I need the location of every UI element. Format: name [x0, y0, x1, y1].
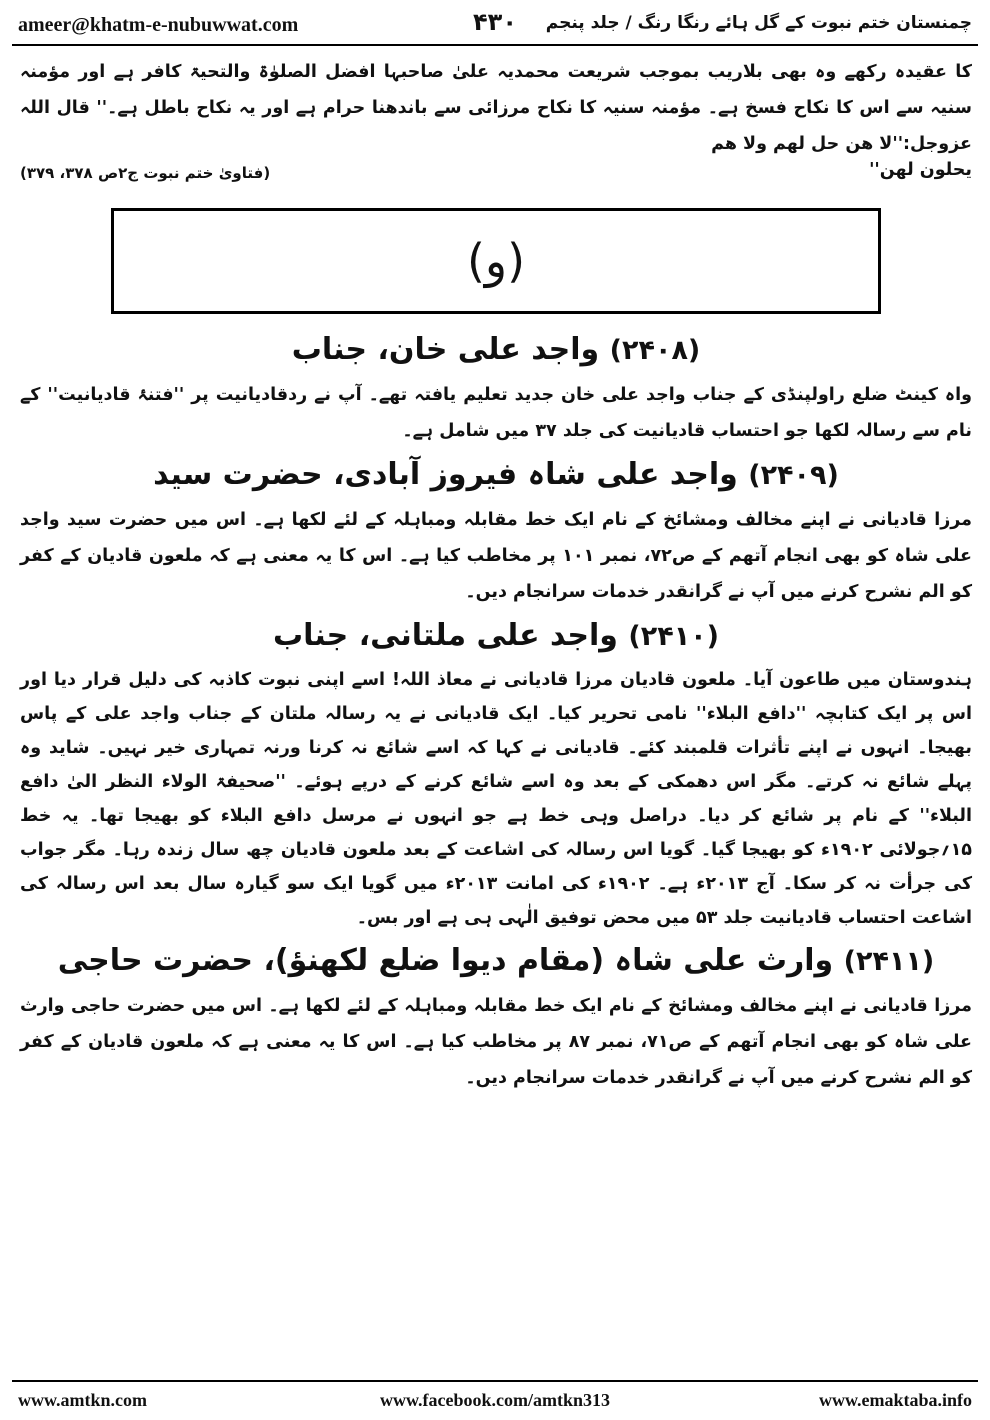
page-number: ۴۳۰	[473, 8, 517, 36]
intro-paragraph: کا عقیدہ رکھے وہ بھی بلاریب بموجب شریعت محمدیہ علیٰ صاحبہا افضل الصلوٰۃ والتحیۃ کافر ہے اور مؤمنہ سنیہ سے اس کا نکاح فسخ ہے۔ مؤمنہ سنیہ کا نکاح مرزائی سے باندھنا حرام ہے اور یہ نکاح باطل ہے۔'' قال اللہ عزوجل:''لا ھن حل لھم ولا ھم	[20, 62, 972, 154]
entry-heading-2411	[20, 935, 972, 988]
header-rule	[12, 44, 978, 46]
footer-rule	[12, 1380, 978, 1382]
entry-heading-2409	[20, 449, 972, 502]
intro-reference-line	[20, 160, 972, 194]
book-title: چمنستان ختم نبوت کے گل ہائے رنگا رنگ / جلد پنجم	[545, 13, 972, 33]
entry-text-2410: ہندوستان میں طاعون آیا۔ ملعون قادیان مرزا قادیانی نے معاذ اللہ! اسے اپنی نبوت کاذبہ کی دلیل قرار دیا اور اس پر ایک کتابچہ ''دافع البلاء'' نامی تحریر کیا۔ ایک قادیانی نے یہ رسالہ ملتان کے جناب واجد علی کے پاس بھیجا۔ انہوں نے اپنے تأثرات قلمبند کئے۔ قادیانی نے کہا کہ اسے شائع نہ کرنا ورنہ تمہاری خیر نہیں۔ شاید وہ پہلے شائع نہ کرتے۔ مگر اس دھمکی کے بعد وہ اسے شائع کرنے کے درپے ہوئے۔ ''صحیفۃ الولاء النظر الیٰ دافع البلاء'' کے نام پر شائع کر دیا۔ دراصل وہی خط ہے جو انہوں نے مرسل دافع البلاء کو بھیجا تھا۔ یہ خط ۱۵؍جولائی ۱۹۰۲ء کو بھیجا گیا۔ گویا اس رسالہ کی اشاعت کے بعد ملعون قادیان چھ سال زندہ رہا۔ مگر جواب کی جرأت نہ کر سکا۔ آج ۲۰۱۳ء ہے۔ ۱۹۰۲ء کی امانت ۲۰۱۳ء میں گویا ایک سو گیارہ سال بعد اس رسالہ کی اشاعت احتساب قادیانیت جلد ۵۳ میں محض توفیق الٰہی ہی ہے اور بس۔	[20, 670, 973, 928]
header-email[interactable]: ameer@khatm-e-nubuwwat.com	[18, 14, 299, 36]
page-header	[12, 6, 978, 42]
entry-number: (۲۴۱۱)	[843, 946, 935, 977]
fatawa-citation: (فتاویٰ ختم نبوت ج۲ص ۳۷۸، ۳۷۹)	[20, 164, 271, 182]
page-body	[20, 54, 972, 1096]
entry-title: واجد علی خان، جناب	[291, 332, 600, 367]
page-footer	[12, 1388, 978, 1414]
entry-text-2411: مرزا قادیانی نے اپنے مخالف ومشائخ کے نام ایک خط مقابلہ ومباہلہ کے لئے لکھا ہے۔ اس میں حضرت حاجی وارث علی شاہ کو بھی انجام آتھم کے ص۷۱، نمبر ۸۷ پر مخاطب کیا ہے۔ اس کا یہ معنی ہے کہ ملعون قادیان کے کفر کو الم نشرح کرنے میں آپ نے گرانقدر خدمات سرانجام دیں۔	[20, 996, 972, 1088]
section-letter-box	[111, 208, 881, 314]
entry-text-2408: واہ کینٹ ضلع راولپنڈی کے جناب واجد علی خان جدید تعلیم یافتہ تھے۔ آپ نے ردقادیانیت پر ''فتنۂ قادیانیت'' کے نام سے رسالہ لکھا جو احتساب قادیانیت کی جلد ۳۷ میں شامل ہے۔	[20, 385, 972, 441]
footer-link-amtkn[interactable]: www.amtkn.com	[18, 1390, 147, 1410]
entry-number: (۲۴۰۸)	[609, 335, 701, 366]
verse-ending: یحلون لھن''	[869, 160, 972, 180]
entry-title: واجد علی ملتانی، جناب	[273, 618, 618, 653]
footer-link-emaktaba[interactable]: www.emaktaba.info	[818, 1390, 972, 1410]
entry-title: واجد علی شاہ فیروز آبادی، حضرت سید	[153, 457, 738, 492]
section-letter: (و)	[466, 234, 526, 288]
entry-number: (۲۴۱۰)	[628, 621, 719, 652]
entry-heading-2410	[20, 610, 972, 663]
entry-title: وارث علی شاہ (مقام دیوا ضلع لکھنؤ)، حضرت حاجی	[57, 943, 834, 978]
footer-link-facebook[interactable]: www.facebook.com/amtkn313	[380, 1390, 610, 1410]
entry-text-2409: مرزا قادیانی نے اپنے مخالف ومشائخ کے نام ایک خط مقابلہ ومباہلہ کے لئے لکھا ہے۔ اس میں حضرت سید واجد علی شاہ کو بھی انجام آتھم کے ص۷۲، نمبر ۱۰۱ پر مخاطب کیا ہے۔ اس کا یہ معنی ہے کہ ملعون قادیان کے کفر کو الم نشرح کرنے میں آپ نے گرانقدر خدمات سرانجام دیں۔	[20, 510, 973, 602]
entry-number: (۲۴۰۹)	[748, 460, 839, 491]
entry-heading-2408	[20, 324, 972, 377]
